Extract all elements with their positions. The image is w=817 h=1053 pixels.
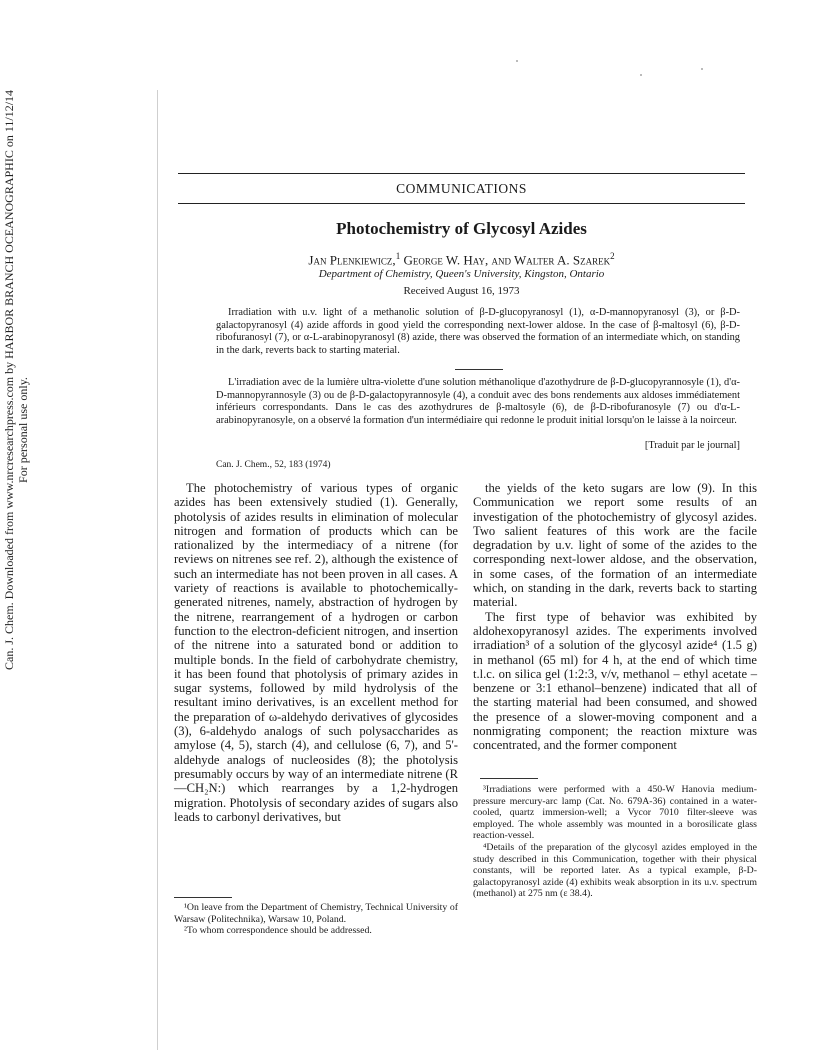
download-notice-line2: For personal use only.	[16, 377, 30, 483]
footnote: ⁴Details of the preparation of the glycosyl azides employed in the study described in this Communication, together with their physical constants, will be reported later. As a typical example, β-D-galactopyranosyl azide (4) exhibits weak absorption in its u.v. spectrum (methanol) at 275 nm (ε 38.4).	[473, 841, 757, 900]
body-paragraph: the yields of the keto sugars are low (9). In this Communication we report some results of an investigation of the photochemistry of glycosyl azides. Two salient features of this work are the facile degradation by u.v. light of some of the azides to the corresponding next-lower aldose, and the observation, in some cases, of the formation of an intermediate which, on standing in the dark, reverts back to starting material.	[473, 481, 757, 610]
top-rule	[178, 173, 745, 174]
section-title: COMMUNICATIONS	[396, 181, 527, 196]
body-paragraph: The first type of behavior was exhibited by aldohexopyranosyl azides. The experiments involved irradiation³ of a solution of the glycosyl azide⁴ (1.5 g) in methanol (65 ml) for 4 h, at the end of which time t.l.c. on silica gel (1:2:3, v/v, methanol – ethyl acetate – benzene or 3:1 ethanol–benzene) indicated that all of the starting material had been consumed, and showed the presence of a slower-moving component and a nonmigrating component; the reaction mixture was concentrated, and the former component	[473, 609, 757, 753]
author-1-footnote-mark: 1	[395, 251, 401, 261]
download-notice	[2, 89, 36, 670]
footnote-rule-left	[174, 897, 232, 898]
footnotes-right	[473, 784, 757, 900]
received-date: Received August 16, 1973	[403, 285, 520, 297]
abstract-english: Irradiation with u.v. light of a methanolic solution of β-D-glucopyranosyl (1), α-D-mannopyranosyl (3), or β-D-galactopyranosyl (4) azide affords in good yield the corresponding next-lower aldose. In the case of β-maltosyl (6), β-D-ribofuranosyl (7), or α-L-arabinopyranosyl (8) azide, there was observed the formation of an intermediate which, on standing in the dark, reverts back to starting material.	[216, 307, 740, 356]
scan-speck	[701, 68, 703, 70]
translation-note: [Traduit par le journal]	[644, 440, 740, 451]
section-rule	[178, 203, 745, 204]
journal-citation: Can. J. Chem., 52, 183 (1974)	[216, 460, 331, 470]
body-column-right	[473, 481, 757, 753]
footnote: ³Irradiations were performed with a 450-W Hanovia medium-pressure mercury-arc lamp (Cat. No. 679A-36) contained in a water-cooled, quartz immersion-well; a Vycor 7010 filter-sleeve was employed. The whole assembly was mounted in a borosilicate glass reaction-vessel.	[473, 784, 757, 842]
article-title: Photochemistry of Glycosyl Azides	[336, 219, 587, 238]
author-3-footnote-mark: 2	[610, 251, 615, 261]
scan-speck	[640, 74, 642, 76]
download-notice-line1: Can. J. Chem. Downloaded from www.nrcresearchpress.com by HARBOR BRANCH OCEANOGRAPHIC on 11/12/14	[2, 89, 16, 670]
body-paragraph: The photochemistry of various types of organic azides has been extensively studied (1). Generally, photolysis of azides results in elimination of molecular nitrogen and formation of products which can be rationalized by the intermediacy of a nitrene (for reviews on nitrenes see ref. 2), although the existence of such an intermediate has not been proven in all cases. A variety of reactions is available to photochemically-generated nitrenes, namely, abstraction of hydrogen by the nitrene, rearrangement of a hydrogen or carbon function to the electron-deficient nitrogen, and insertion of the nitrene into a saturated bond or addition to multiple bonds. In the field of carbohydrate chemistry, it has been found that photolysis of primary azides in sugar systems, followed by mild hydrolysis of the resultant imino derivatives, is an excellent method for the preparation of ω-aldehydo derivatives of glycosides (3), 6-aldehydo analogs of such polysaccharides as amylose (4, 5), starch (4), and cellulose (6, 7), and 5'-aldehyde analogs of nucleosides (8); the photolysis presumably occurs by way of an intermediate nitrene (R—CH₂N:) which rearranges by a 1,2-hydrogen migration. Photolysis of secondary azides of sugars also leads to carbonyl derivatives, but	[174, 481, 458, 824]
abstract-divider	[455, 369, 503, 370]
footnotes-left	[174, 902, 458, 937]
body-column-left	[174, 481, 458, 824]
abstract-french: L'irradiation avec de la lumière ultra-violette d'une solution méthanolique d'azothydrure de β-D-glucopyrannosyle (1), d'α-D-mannopyrannosyle (3) ou de β-D-galactopyrannosyle (4), a conduit avec des bons rendements aux aldoses immédiatement inférieurs correspondants. Dans le cas des azothydrures de β-maltosyle (6), de β-D-ribofuranosyle (7) ou d'α-L-arabinopyranosyle, on a observé la formation d'un intermédiaire qui redonne le produit initial lorsqu'on le laisse à la noirceur.	[216, 377, 740, 426]
gutter-line	[157, 90, 158, 1050]
author-2-3: George W. Hay, and Walter A. Szarek	[400, 252, 611, 268]
footnote: ¹On leave from the Department of Chemistry, Technical University of Warsaw (Politechnika), Warsaw 10, Poland.	[174, 902, 458, 925]
author-line	[178, 251, 745, 268]
footnote: ²To whom correspondence should be addressed.	[184, 925, 372, 937]
footnote-rule-right	[480, 778, 538, 779]
affiliation: Department of Chemistry, Queen's University, Kingston, Ontario	[318, 268, 605, 280]
scan-speck	[516, 60, 518, 62]
author-1: Jan Plenkiewicz,	[308, 252, 396, 268]
